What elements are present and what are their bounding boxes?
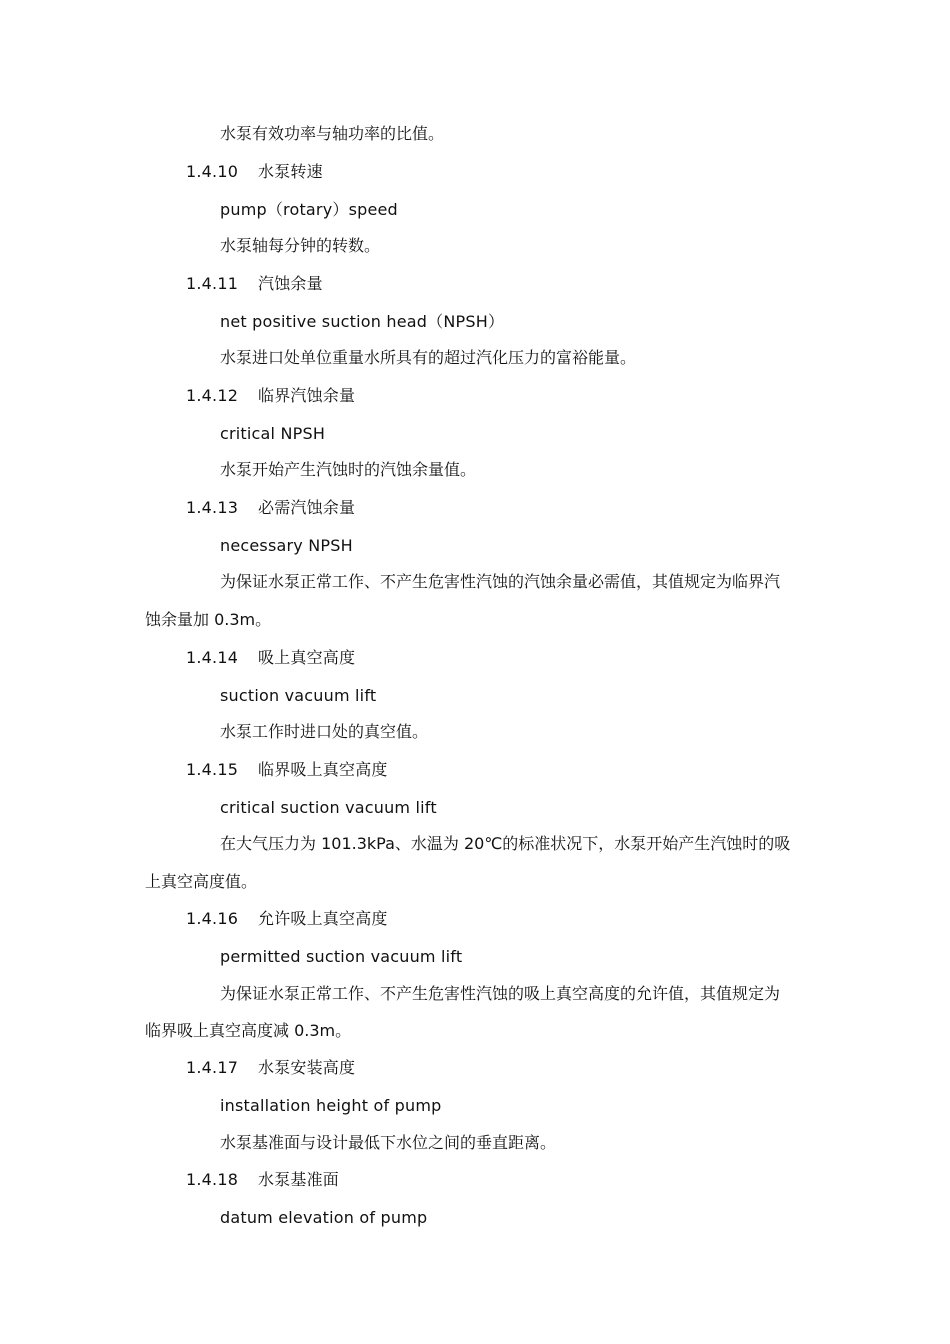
definition-continuation: 上真空高度值。 bbox=[145, 872, 258, 891]
term-heading bbox=[186, 760, 388, 780]
definition-text: 水泵工作时进口处的真空值。 bbox=[220, 722, 429, 741]
definition-text: 水泵开始产生汽蚀时的汽蚀余量值。 bbox=[220, 460, 477, 479]
term-number: 1.4.11 bbox=[186, 274, 239, 293]
definition-text: 在大气压力为 101.3kPa、水温为 20℃的标准状况下，水泵开始产生汽蚀时的吸 bbox=[220, 834, 791, 853]
term-number: 1.4.17 bbox=[186, 1058, 239, 1077]
term-title: 必需汽蚀余量 bbox=[258, 498, 356, 517]
definition-text: 水泵基准面与设计最低下水位之间的垂直距离。 bbox=[220, 1133, 557, 1152]
definition-text: 水泵轴每分钟的转数。 bbox=[220, 236, 381, 255]
english-term: net positive suction head（NPSH） bbox=[220, 312, 505, 331]
definition-text: 水泵进口处单位重量水所具有的超过汽化压力的富裕能量。 bbox=[220, 348, 637, 367]
english-term: pump（rotary）speed bbox=[220, 200, 398, 219]
definition-continuation: 临界吸上真空高度减 0.3m。 bbox=[145, 1021, 352, 1040]
english-term: critical NPSH bbox=[220, 424, 326, 443]
term-title: 水泵转速 bbox=[258, 162, 323, 181]
term-number: 1.4.16 bbox=[186, 909, 239, 928]
term-title: 吸上真空高度 bbox=[258, 648, 356, 667]
term-number: 1.4.15 bbox=[186, 760, 239, 779]
english-term: installation height of pump bbox=[220, 1096, 442, 1115]
term-title: 临界汽蚀余量 bbox=[258, 386, 356, 405]
term-title: 临界吸上真空高度 bbox=[258, 760, 388, 779]
definition-text: 为保证水泵正常工作、不产生危害性汽蚀的汽蚀余量必需值，其值规定为临界汽 bbox=[220, 572, 781, 591]
term-number: 1.4.10 bbox=[186, 162, 239, 181]
term-heading bbox=[186, 909, 388, 929]
term-number: 1.4.13 bbox=[186, 498, 239, 517]
term-number: 1.4.14 bbox=[186, 648, 239, 667]
term-title: 水泵安装高度 bbox=[258, 1058, 356, 1077]
term-title: 允许吸上真空高度 bbox=[258, 909, 388, 928]
term-heading bbox=[186, 648, 355, 668]
definition-text: 为保证水泵正常工作、不产生危害性汽蚀的吸上真空高度的允许值，其值规定为 bbox=[220, 984, 781, 1003]
term-heading bbox=[186, 498, 355, 518]
definition-text: 水泵有效功率与轴功率的比值。 bbox=[220, 124, 445, 143]
term-heading bbox=[186, 274, 323, 294]
english-term: suction vacuum lift bbox=[220, 686, 377, 705]
term-number: 1.4.18 bbox=[186, 1170, 239, 1189]
term-title: 汽蚀余量 bbox=[258, 274, 323, 293]
term-heading bbox=[186, 162, 323, 182]
term-heading bbox=[186, 1170, 339, 1190]
english-term: necessary NPSH bbox=[220, 536, 353, 555]
term-heading bbox=[186, 386, 355, 406]
english-term: critical suction vacuum lift bbox=[220, 798, 437, 817]
term-heading bbox=[186, 1058, 355, 1078]
term-title: 水泵基准面 bbox=[258, 1170, 340, 1189]
term-number: 1.4.12 bbox=[186, 386, 239, 405]
definition-continuation: 蚀余量加 0.3m。 bbox=[145, 610, 272, 629]
english-term: permitted suction vacuum lift bbox=[220, 947, 463, 966]
english-term: datum elevation of pump bbox=[220, 1208, 428, 1227]
